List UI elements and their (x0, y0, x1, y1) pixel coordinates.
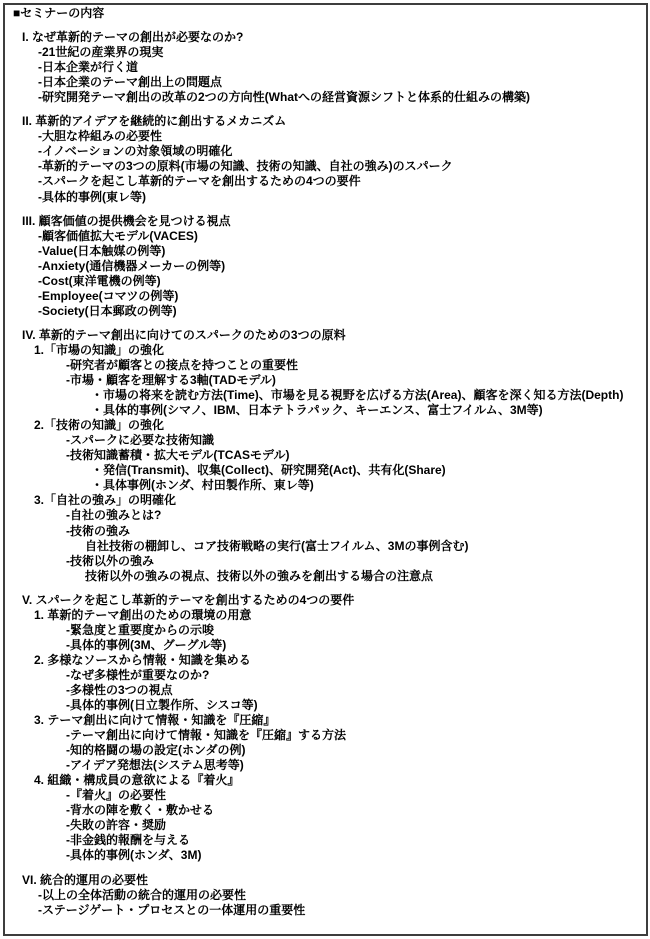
numbered-item: 3.「自社の強み」の明確化 (34, 493, 177, 508)
outline-content (5, 5, 646, 918)
outline-item: -Employee(コマツの例等) (38, 288, 179, 303)
outline-item: -ステージゲート・プロセスとの一体運用の重要性 (38, 902, 306, 917)
outline-item: -以上の全体活動の統合的運用の必要性 (38, 887, 246, 902)
outline-item: -具体的事例(東レ等) (38, 189, 146, 204)
outline-continuation: 自社技術の棚卸し、コア技術戦略の実行(富士フイルム、3Mの事例含む) (85, 538, 469, 553)
outline-item: -Anxiety(通信機器メーカーの例等) (38, 258, 226, 273)
outline-subitem: -具体的事例(ホンダ、3M) (66, 848, 202, 863)
page-border (3, 3, 648, 936)
outline-subitem: -スパークに必要な技術知識 (66, 433, 214, 448)
outline-item: -顧客価値拡大モデル(VACES) (38, 228, 198, 243)
outline-subitem: -背水の陣を敷く・敷かせる (66, 803, 214, 818)
bullet-item: ・市場の将来を読む方法(Time)、市場を見る視野を広げる方法(Area)、顧客を深く知る方法(Depth) (91, 388, 624, 403)
outline-item: -スパークを起こし革新的テーマを創出するための4つの要件 (38, 174, 361, 189)
outline-item: -研究開発テーマ創出の改革の2つの方向性(Whatへの経営資源シフトと体系的仕組みの構築) (38, 90, 530, 105)
outline-subitem: -アイデア発想法(システム思考等) (66, 758, 244, 773)
outline-item: -革新的テーマの3つの原料(市場の知識、技術の知識、自社の強み)のスパーク (38, 159, 453, 174)
bullet-item: ・具体事例(ホンダ、村田製作所、東レ等) (91, 478, 314, 493)
outline-item: -21世紀の産業界の現実 (38, 45, 164, 60)
outline-subitem: -研究者が顧客との接点を持つことの重要性 (66, 357, 298, 372)
section-heading: VI. 統合的運用の必要性 (22, 872, 149, 887)
outline-subitem: -具体的事例(3M、グーグル等) (66, 637, 227, 652)
outline-subitem: -失敗の許容・奨励 (66, 818, 166, 833)
bullet-item: ・発信(Transmit)、収集(Collect)、研究開発(Act)、共有化(Share) (91, 463, 446, 478)
outline-item: -Value(日本触媒の例等) (38, 243, 166, 258)
outline-continuation: 技術以外の強みの視点、技術以外の強みを創出する場合の注意点 (85, 568, 434, 583)
outline-subitem: -技術以外の強み (66, 553, 154, 568)
document-title: ■セミナーの内容 (13, 6, 105, 20)
outline-subitem: -なぜ多様性が重要なのか? (66, 667, 210, 682)
outline-subitem: -『着火』の必要性 (66, 788, 166, 803)
outline-subitem: -技術知識蓄積・拡大モデル(TCASモデル) (66, 448, 290, 463)
outline-subitem: -市場・顧客を理解する3軸(TADモデル) (66, 373, 276, 388)
numbered-item: 2.「技術の知識」の強化 (34, 418, 165, 433)
outline-item: -日本企業のテーマ創出上の問題点 (38, 75, 222, 90)
outline-subitem: -知的格闘の場の設定(ホンダの例) (66, 743, 246, 758)
section-heading: II. 革新的アイデアを継続的に創出するメカニズム (22, 114, 287, 129)
outline-subitem: -緊急度と重要度からの示唆 (66, 622, 214, 637)
outline-item: -Cost(東洋電機の例等) (38, 273, 161, 288)
outline-item: -大胆な枠組みの必要性 (38, 129, 162, 144)
outline-subitem: -多様性の3つの視点 (66, 682, 173, 697)
numbered-item: 1.「市場の知識」の強化 (34, 342, 165, 357)
numbered-item: 4. 組織・構成員の意欲による『着火』 (34, 773, 240, 788)
outline-item: -イノベーションの対象領域の明確化 (38, 144, 233, 159)
outline-subitem: -自社の強みとは? (66, 508, 162, 523)
section-heading: IV. 革新的テーマ創出に向けてのスパークのための3つの原料 (22, 327, 346, 342)
outline-item: -Society(日本郵政の例等) (38, 303, 177, 318)
section-heading: I. なぜ革新的テーマの創出が必要なのか? (22, 30, 244, 45)
numbered-item: 3. テーマ創出に向けて情報・知識を『圧縮』 (34, 713, 276, 728)
section-heading: V. スパークを起こし革新的テーマを創出するための4つの要件 (22, 592, 355, 607)
outline-subitem: -テーマ創出に向けて情報・知識を『圧縮』する方法 (66, 728, 346, 743)
outline-item: -日本企業が行く道 (38, 60, 138, 75)
numbered-item: 1. 革新的テーマ創出のための環境の用意 (34, 607, 252, 622)
numbered-item: 2. 多様なソースから情報・知識を集める (34, 652, 251, 667)
section-heading: III. 顧客価値の提供機会を見つける視点 (22, 213, 231, 228)
bullet-item: ・具体的事例(シマノ、IBM、日本テトラパック、キーエンス、富士フイルム、3M等) (91, 403, 543, 418)
outline-subitem: -具体的事例(日立製作所、シスコ等) (66, 698, 258, 713)
outline-subitem: -技術の強み (66, 523, 130, 538)
outline-subitem: -非金銭的報酬を与える (66, 833, 190, 848)
